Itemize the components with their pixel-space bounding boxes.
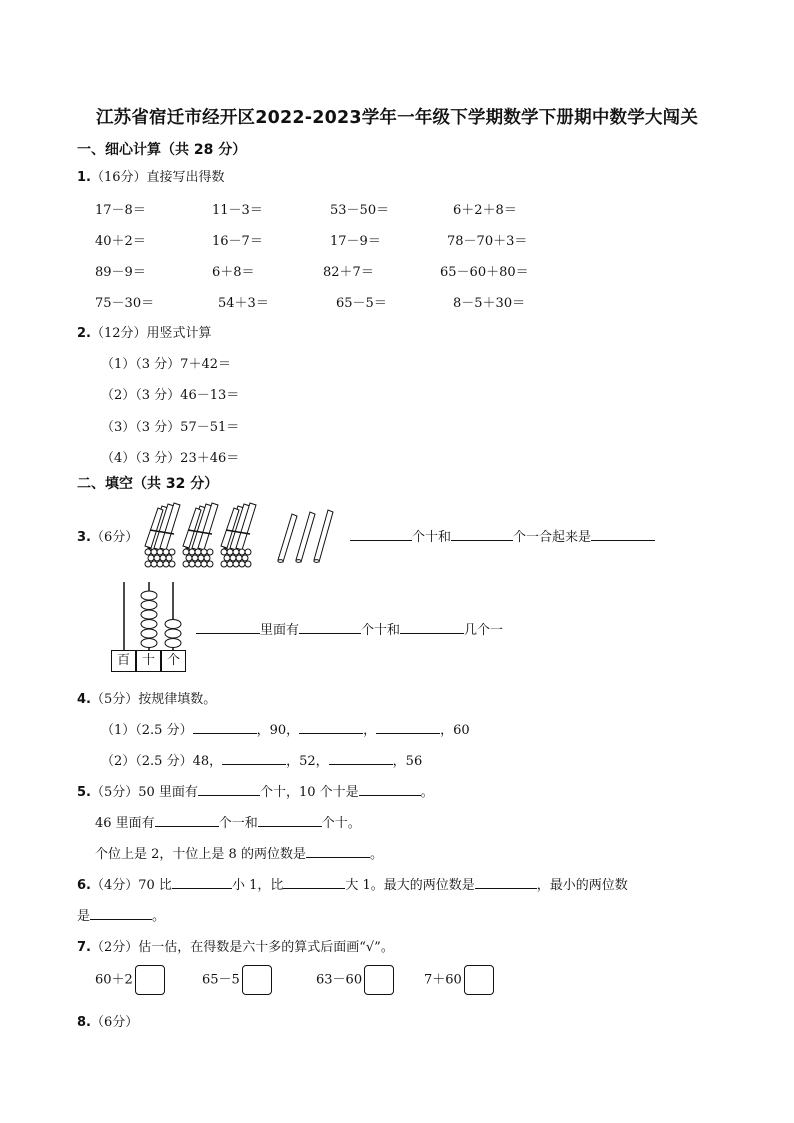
q3-text: 里面有 [260, 623, 300, 638]
page-title: 江苏省宿迁市经开区2022-2023学年一年级下学期数学下册期中数学大闯关 [95, 108, 699, 128]
q4-text: ，56 [392, 754, 423, 769]
checkmark-answer-box[interactable] [242, 965, 272, 995]
abacus-bead [141, 639, 157, 648]
q6-text: 小 1，比 [231, 878, 284, 893]
q7-item [95, 965, 165, 995]
abacus-bead [141, 620, 157, 629]
q1-cell: 53－50＝ [330, 203, 390, 218]
q1-cell: 6＋2＋8＝ [453, 203, 517, 218]
q2-item: （3）（3 分）57－51＝ [101, 420, 240, 435]
stick-bundles-illustration [140, 498, 350, 574]
q5-text: 46 里面有 [95, 816, 155, 831]
q7-expression: 7＋60 [424, 972, 462, 988]
answer-blank[interactable] [258, 812, 322, 827]
q2-item: （4）（3 分）23＋46＝ [101, 451, 240, 466]
q3-line-1 [350, 526, 655, 545]
q1-cell: 65－60＋80＝ [440, 265, 529, 280]
question-number: 2. [77, 326, 91, 341]
q6-text: 是 [77, 909, 91, 924]
abacus-illustration [110, 580, 190, 652]
answer-blank[interactable] [376, 719, 440, 734]
q1-cell: 82＋7＝ [323, 265, 374, 280]
answer-blank[interactable] [222, 750, 286, 765]
question-text: （2分）估一估，在得数是六十多的算式后面画“√”。 [90, 940, 394, 955]
checkmark-answer-box[interactable] [364, 965, 394, 995]
question-number: 6. [77, 878, 91, 893]
q2-item: （1）（3 分）7＋42＝ [101, 357, 231, 372]
q1-cell: 75－30＝ [95, 296, 155, 311]
q4-text: ， [363, 723, 377, 738]
question-5-line-2 [95, 812, 361, 831]
question-number: 7. [77, 940, 91, 955]
q7-item [316, 965, 394, 995]
q1-cell: 54＋3＝ [218, 296, 269, 311]
answer-blank[interactable] [198, 781, 260, 796]
answer-blank[interactable] [90, 905, 152, 920]
question-text: （16分）直接写出得数 [90, 170, 225, 185]
q2-item: （2）（3 分）46－13＝ [101, 388, 240, 403]
abacus-label-tens: 十 [136, 650, 161, 672]
abacus-label-hundreds: 百 [111, 650, 136, 672]
q1-cell: 11－3＝ [212, 203, 263, 218]
abacus-bead [165, 629, 181, 638]
q5-text: 个十。 [321, 816, 361, 831]
question-1-header [77, 166, 225, 185]
answer-blank[interactable] [451, 526, 513, 541]
question-text: （5分）按规律填数。 [90, 692, 217, 707]
checkmark-answer-box[interactable] [464, 965, 494, 995]
question-text: （6分） [90, 1015, 139, 1030]
q1-cell: 89－9＝ [95, 265, 146, 280]
answer-blank[interactable] [172, 874, 232, 889]
answer-blank[interactable] [155, 812, 219, 827]
q7-item [202, 965, 272, 995]
q1-cell: 8－5＋30＝ [453, 296, 526, 311]
abacus-bead [165, 620, 181, 629]
question-number: 1. [77, 170, 91, 185]
q5-text: 个位上是 2，十位上是 8 的两位数是 [95, 847, 306, 862]
answer-blank[interactable] [591, 526, 655, 541]
q1-cell: 78－70＋3＝ [447, 234, 528, 249]
q6-text: 大 1。最大的两位数是 [345, 878, 475, 893]
q3-text: 个十和 [412, 530, 452, 545]
q3-text: 个一合起来是 [513, 530, 592, 545]
answer-blank[interactable] [283, 874, 345, 889]
question-4-header [77, 688, 216, 707]
q5-text: 。 [369, 847, 383, 862]
section-heading-fill-in: 二、填空（共 32 分） [77, 476, 219, 492]
q6-text: 。 [152, 909, 166, 924]
q5-text: 。 [420, 785, 434, 800]
q4-line-2 [101, 750, 422, 769]
q4-text: ，52， [286, 754, 329, 769]
q4-text: （1）（2.5 分） [101, 723, 193, 738]
answer-blank[interactable] [400, 619, 464, 634]
q7-expression: 63－60 [316, 972, 363, 988]
answer-blank[interactable] [359, 781, 421, 796]
q3-text: 几个一 [464, 623, 504, 638]
q7-expression: 60＋2 [95, 972, 133, 988]
q7-expression: 65－5 [202, 972, 240, 988]
answer-blank[interactable] [329, 750, 393, 765]
answer-blank[interactable] [193, 719, 257, 734]
section-heading-calculation: 一、细心计算（共 28 分） [77, 142, 247, 158]
answer-blank[interactable] [306, 843, 370, 858]
checkmark-answer-box[interactable] [135, 965, 165, 995]
question-5-line-3 [95, 843, 383, 862]
q4-text: （2）（2.5 分）48， [101, 754, 223, 769]
question-text: （12分）用竖式计算 [90, 326, 212, 341]
answer-blank[interactable] [299, 719, 363, 734]
q1-cell: 65－5＝ [336, 296, 387, 311]
question-number: 8. [77, 1015, 91, 1030]
question-number: 3. [77, 530, 91, 545]
q5-text: （5分）50 里面有 [90, 785, 198, 800]
question-5-line-1 [77, 781, 434, 800]
question-6-line-1 [77, 874, 628, 893]
question-number: 5. [77, 785, 91, 800]
q4-line-1 [101, 719, 470, 738]
question-8-header [77, 1011, 138, 1030]
q5-text: 个十，10 个十是 [259, 785, 359, 800]
question-7-header [77, 936, 394, 955]
abacus-bead [165, 639, 181, 648]
abacus-bead [141, 610, 157, 619]
q1-cell: 40＋2＝ [95, 234, 146, 249]
q1-cell: 17－9＝ [330, 234, 381, 249]
q6-text: ，最小的两位数 [536, 878, 628, 893]
q3-line-2 [196, 619, 503, 638]
q5-text: 个一和 [218, 816, 258, 831]
answer-blank[interactable] [299, 619, 361, 634]
abacus-bead [141, 601, 157, 610]
question-number: 4. [77, 692, 91, 707]
answer-blank[interactable] [350, 526, 412, 541]
answer-blank[interactable] [475, 874, 537, 889]
abacus-bead [141, 629, 157, 638]
answer-blank[interactable] [196, 619, 260, 634]
q6-text: （4分）70 比 [90, 878, 172, 893]
q1-cell: 17－8＝ [95, 203, 146, 218]
abacus-bead [141, 591, 157, 600]
q3-text: 个十和 [361, 623, 401, 638]
q1-cell: 16－7＝ [212, 234, 263, 249]
abacus-label-ones: 个 [161, 650, 186, 672]
q4-text: ，60 [440, 723, 470, 738]
question-3-header [77, 526, 138, 545]
question-2-header [77, 322, 212, 341]
question-6-line-2 [77, 905, 165, 924]
q4-text: ，90， [256, 723, 300, 738]
question-text: （6分） [90, 530, 139, 545]
q1-cell: 6＋8＝ [212, 265, 255, 280]
q7-item [424, 965, 494, 995]
